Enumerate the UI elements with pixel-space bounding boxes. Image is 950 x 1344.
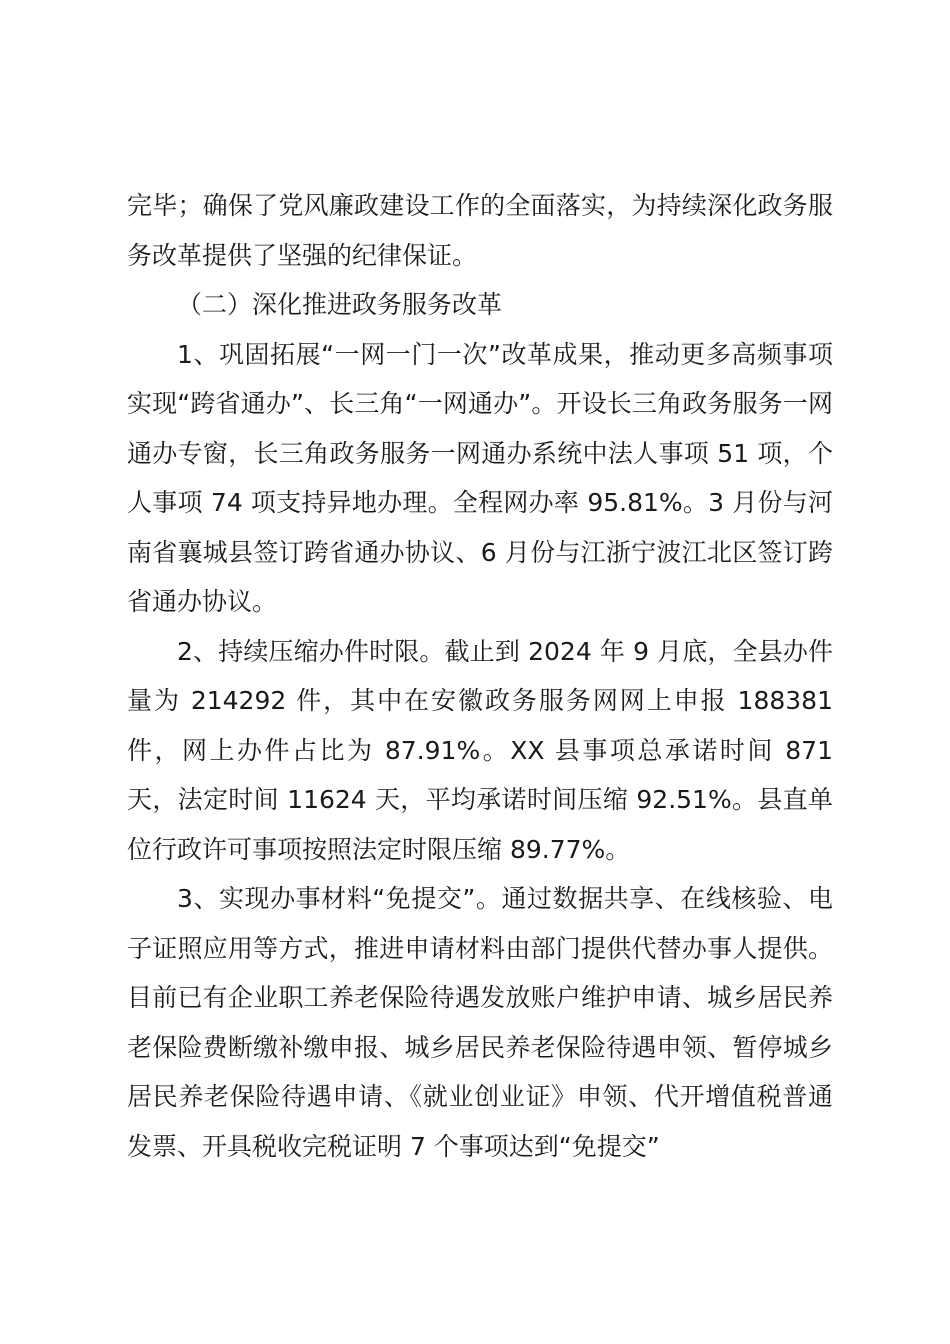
document-body xyxy=(127,181,833,1171)
paragraph-continuation: 完毕；确保了党风廉政建设工作的全面落实，为持续深化政务服务改革提供了坚强的纪律保证。 xyxy=(127,191,833,270)
paragraph-item-2: 2、持续压缩办件时限。截止到 2024 年 9 月底，全县办件量为 214292 件，其中在安徽政务服务网网上申报 188381 件，网上办件占比为 87.91%。XX 县事项总承诺时间 871 天，法定时间 11624 天，平均承诺时间压缩 92.51%。县直单位行政许可事项按照法定时限压缩 89.77%。 xyxy=(127,636,833,864)
paragraph-item-3: 3、实现办事材料“免提交”。通过数据共享、在线核验、电子证照应用等方式，推进申请材料由部门提供代替办事人提供。目前已有企业职工养老保险待遇发放账户维护申请、城乡居民养老保险费断缴补缴申报、城乡居民养老保险待遇申领、暂停城乡居民养老保险待遇申请、《就业创业证》申领、代开增值税普通发票、开具税收完税证明 7 个事项达到“免提交” xyxy=(127,884,833,1161)
paragraph-item-1: 1、巩固拓展“一网一门一次”改革成果，推动更多高频事项实现“跨省通办”、长三角“一网通办”。开设长三角政务服务一网通办专窗，长三角政务服务一网通办系统中法人事项 51 项，个人事项 74 项支持异地办理。全程网办率 95.81%。3 月份与河南省襄城县签订跨省通办协议、6 月份与江浙宁波江北区签订跨省通办协议。 xyxy=(127,339,833,616)
section-heading: （二）深化推进政务服务改革 xyxy=(177,290,503,319)
